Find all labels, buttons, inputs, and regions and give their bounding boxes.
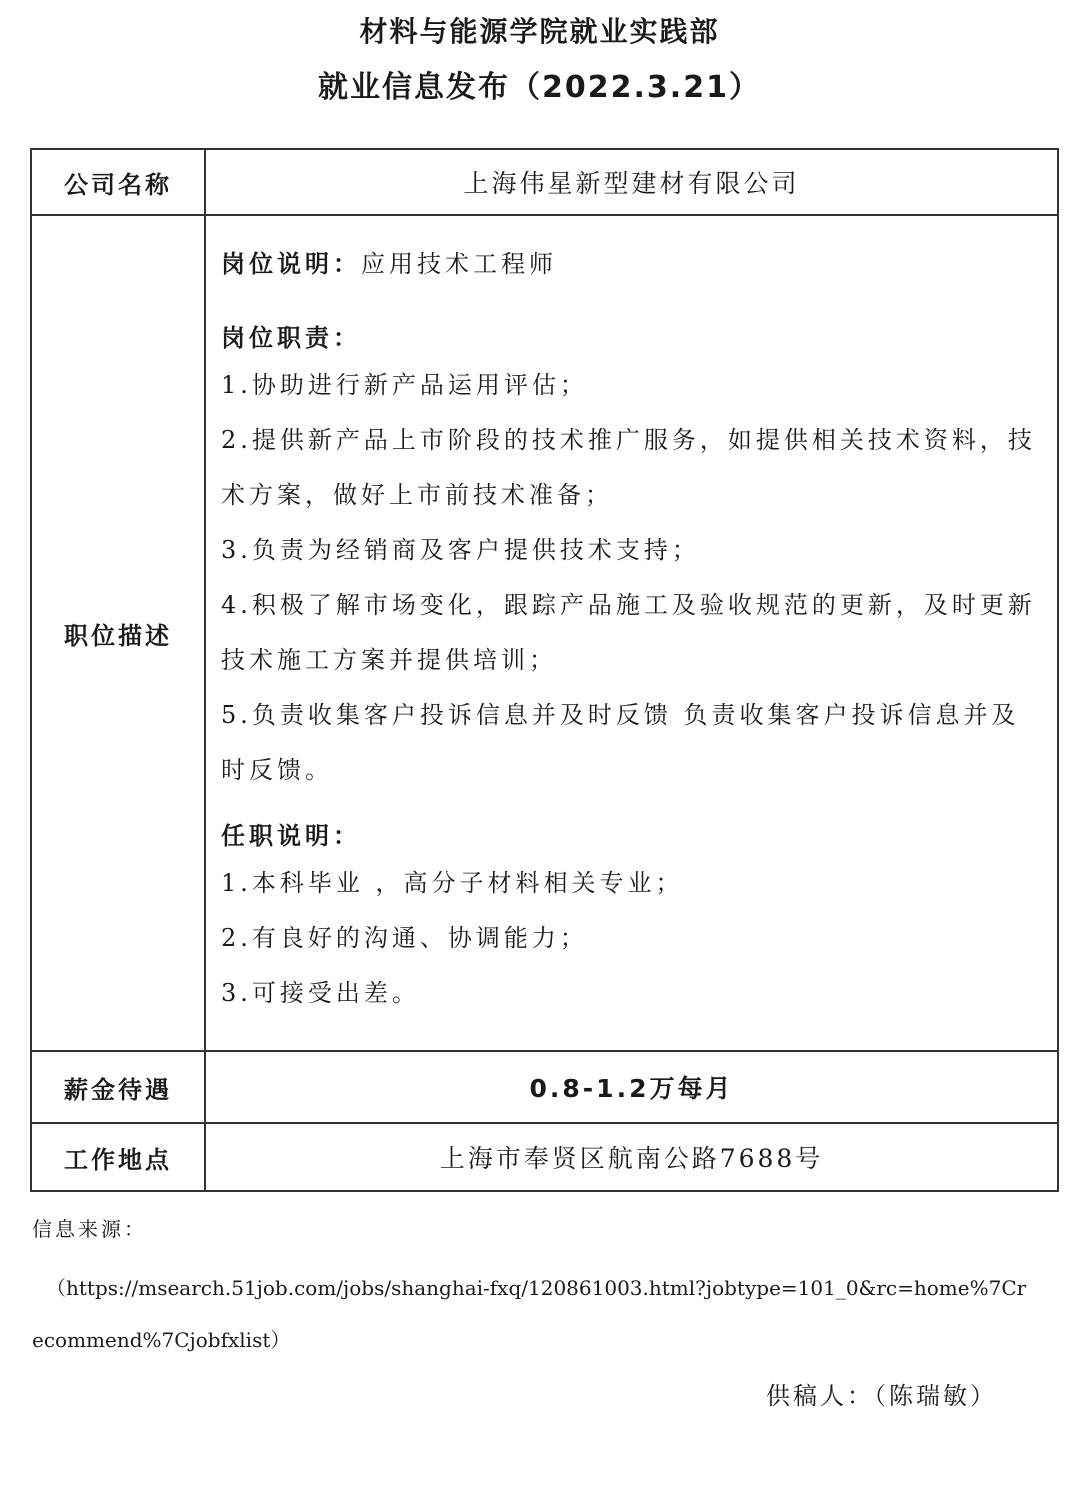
duty-item: 5.负责收集客户投诉信息并及时反馈 负责收集客户投诉信息并及时反馈。 <box>221 701 1020 784</box>
duty-item: 3.负责为经销商及客户提供技术支持； <box>221 536 700 564</box>
requirement-item: 1.本科毕业 ，高分子材料相关专业； <box>221 869 684 897</box>
description-label: 职位描述 <box>31 215 205 1051</box>
position-heading: 岗位说明： <box>221 250 361 278</box>
location-label: 工作地点 <box>31 1123 205 1191</box>
requirement-item: 3.可接受出差。 <box>221 979 420 1007</box>
page-subtitle: 就业信息发布（2022.3.21） <box>318 70 761 105</box>
source-url[interactable]: （https://msearch.51job.com/jobs/shanghai-fxq/120861003.html?jobtype=101_0&rc=home%7Crecommend%7Cjobfxlist） <box>32 1276 1027 1352</box>
salary-value: 0.8-1.2万每月 <box>205 1051 1058 1123</box>
duty-item: 1.协助进行新产品运用评估； <box>221 371 588 399</box>
contributor: 供稿人：（陈瑞敏） <box>766 1382 997 1410</box>
requirement-item: 2.有良好的沟通、协调能力； <box>221 924 588 952</box>
company-label: 公司名称 <box>31 149 205 215</box>
company-value: 上海伟星新型建材有限公司 <box>205 149 1058 215</box>
page-title: 材料与能源学院就业实践部 <box>359 15 720 48</box>
position-value: 应用技术工程师 <box>361 250 557 278</box>
company-row <box>31 149 1058 215</box>
duty-item: 2.提供新产品上市阶段的技术推广服务，如提供相关技术资料，技术方案，做好上市前技术准备； <box>221 426 1036 509</box>
source-label: 信息来源： <box>32 1217 147 1241</box>
location-row <box>31 1123 1058 1191</box>
location-value: 上海市奉贤区航南公路7688号 <box>205 1123 1058 1191</box>
duties-heading: 岗位职责： <box>221 324 361 352</box>
duty-item: 4.积极了解市场变化，跟踪产品施工及验收规范的更新，及时更新技术施工方案并提供培训； <box>221 591 1036 674</box>
description-cell <box>205 215 1058 1051</box>
salary-label: 薪金待遇 <box>31 1051 205 1123</box>
description-row <box>31 215 1058 1051</box>
position-line <box>221 244 1043 284</box>
salary-row <box>31 1051 1058 1123</box>
requirements-heading: 任职说明： <box>221 822 361 850</box>
job-info-table <box>30 148 1059 1192</box>
